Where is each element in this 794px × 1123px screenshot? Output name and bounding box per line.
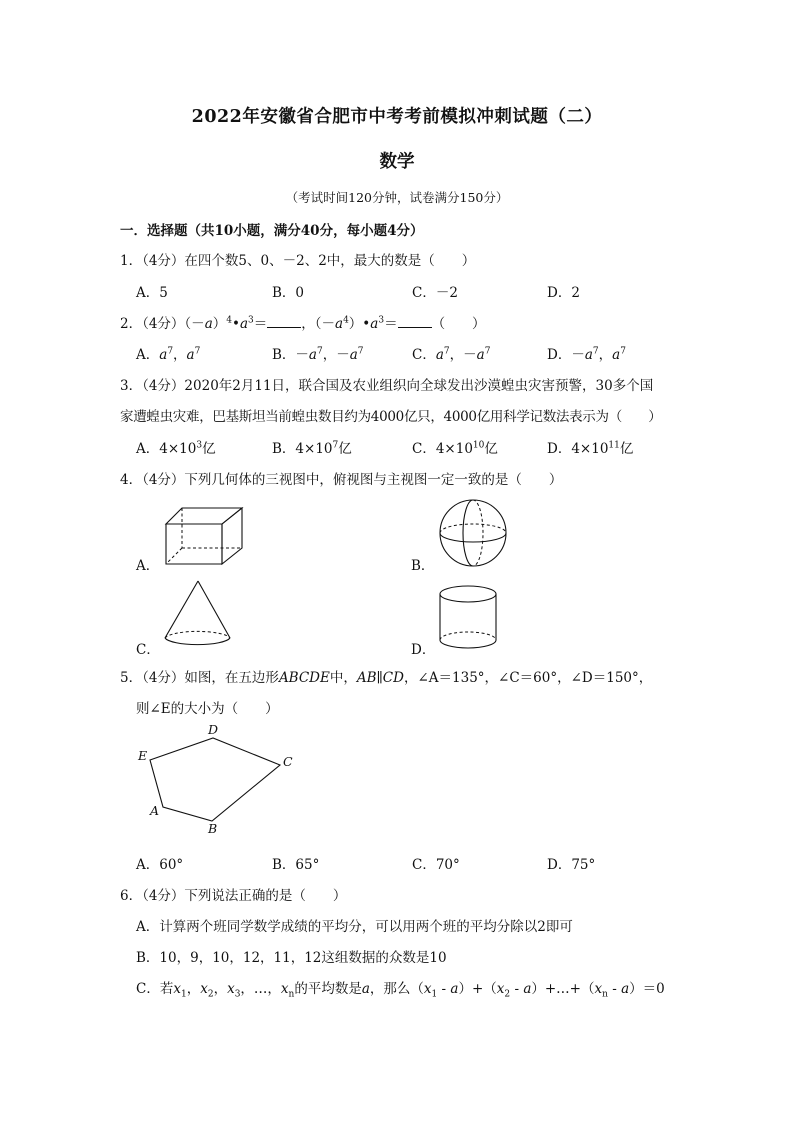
question-5-line-2: 则∠E的大小为（ ）	[136, 701, 279, 717]
q1-option-a: A．5	[136, 285, 168, 301]
q3-option-d: D．$4\times 10^{11}$亿	[547, 440, 634, 457]
q2-option-d: D．$-a^7$，$a^7$	[547, 346, 626, 363]
question-5-line-1: 5．（4分）如图，在五边形ABCDE中，AB∥CD，∠A＝135°，∠C＝60°，∠D＝150°，	[120, 670, 653, 686]
q1-option-d: D．2	[547, 285, 580, 301]
question-6-stem: 6．（4分）下列说法正确的是（ ）	[120, 888, 347, 904]
vertex-label-d: D	[208, 722, 219, 737]
q3-option-c: C．$4\times 10^{10}$亿	[412, 440, 498, 457]
q4-option-d: D．	[411, 642, 436, 658]
section-heading: 一．选择题（共10小题，满分40分，每小题4分）	[120, 223, 424, 239]
answer-blank-1[interactable]	[267, 315, 301, 328]
cylinder-figure	[436, 582, 502, 656]
exam-title: 2022年安徽省合肥市中考考前模拟冲刺试题（二）	[191, 107, 603, 127]
subject-title: 数学	[379, 152, 415, 172]
question-1-stem: 1．（4分）在四个数5、0、－2、2中，最大的数是（ ）	[120, 253, 476, 269]
q2-option-b: B．$-a^7$，$-a^7$	[272, 346, 364, 363]
question-3-line-2: 家遭蝗虫灾难，巴基斯坦当前蝗虫数目约为4000亿只，4000亿用科学记数法表示为（ ）	[120, 409, 662, 425]
cuboid-figure	[160, 502, 250, 572]
cone-figure	[160, 578, 236, 650]
q6-option-a: A．计算两个班同学数学成绩的平均分，可以用两个班的平均分除以2即可	[136, 919, 573, 935]
vertex-label-c: C	[283, 754, 293, 769]
q6-option-b: B．10，9，10，12，11，12这组数据的众数是10	[136, 950, 447, 966]
pentagon-figure	[130, 720, 310, 840]
q5-option-b: B．65°	[272, 857, 320, 873]
q3-option-b: B．$4\times 10^7$亿	[272, 440, 352, 457]
exam-note: （考试时间120分钟，试卷满分150分）	[285, 190, 509, 205]
q6-option-c: C．若$x_1$，$x_2$，$x_3$，…，$x_n$的平均数是a，那么$(x_1 - a)+(x_2$ - $a)+\dots+(x_n - a)=0$	[136, 981, 665, 1000]
question-2-stem: 2．（4分）$(-a)^4•a^3=$ ，$(-a^4)•a^3=$ （ ）	[120, 315, 486, 332]
vertex-label-a: A	[150, 803, 160, 818]
question-3-line-1: 3．（4分）2020年2月11日，联合国及农业组织向全球发出沙漠蝗虫灾害预警，30多个国	[120, 378, 654, 394]
q5-option-c: C．70°	[412, 857, 460, 873]
q2-option-c: C．$a^7$，$-a^7$	[412, 346, 491, 363]
answer-blank-2[interactable]	[398, 315, 432, 328]
q5-option-d: D．75°	[547, 857, 596, 873]
q5-option-a: A．60°	[136, 857, 184, 873]
q2-option-a: A．$a^7$，$a^7$	[136, 346, 201, 363]
question-4-stem: 4．（4分）下列几何体的三视图中，俯视图与主视图一定一致的是（ ）	[120, 472, 563, 488]
vertex-label-e: E	[138, 748, 148, 763]
vertex-label-b: B	[208, 821, 218, 836]
q4-option-c: C．	[136, 642, 160, 658]
q1-option-b: B．0	[272, 285, 305, 301]
sphere-figure	[436, 496, 510, 570]
q4-option-b: B．	[411, 558, 435, 574]
q1-option-c: C．－2	[412, 285, 458, 301]
q3-option-a: A．$4\times 10^3$亿	[136, 440, 216, 457]
q4-option-a: A．	[136, 558, 160, 574]
